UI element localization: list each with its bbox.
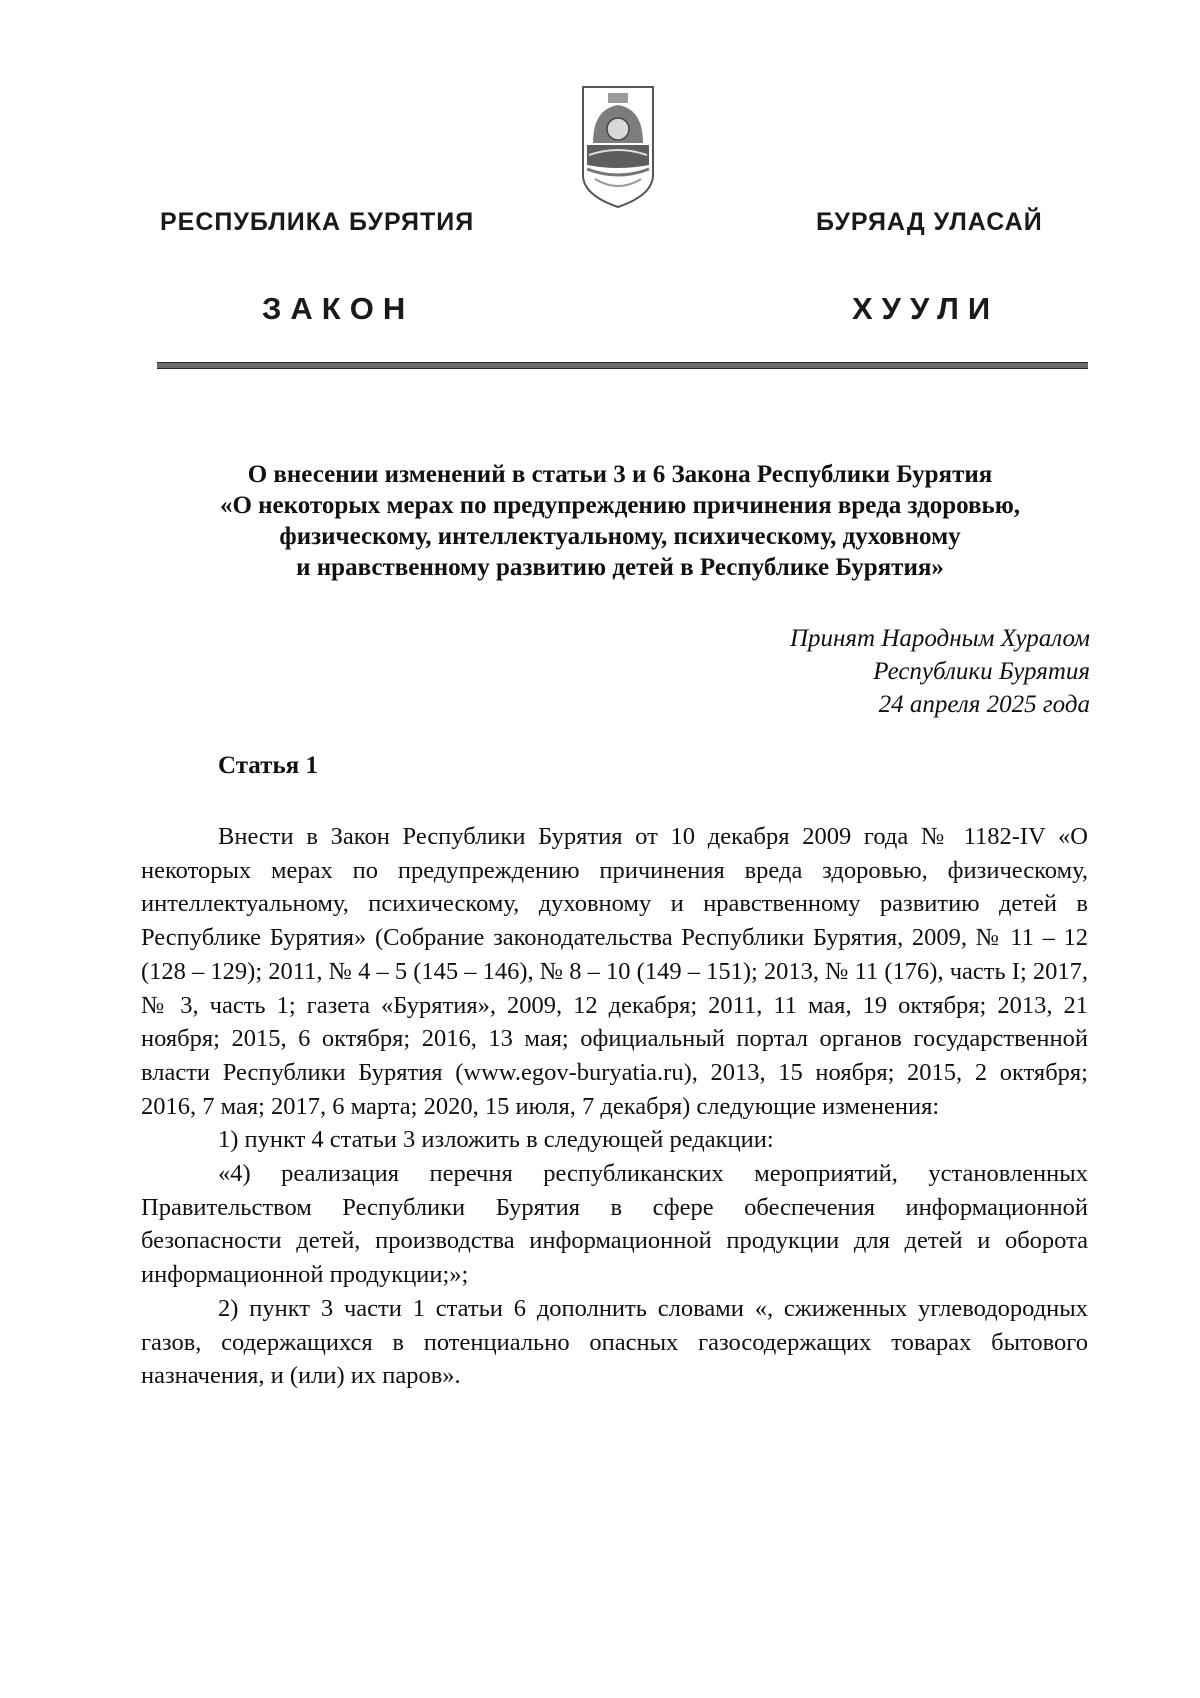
law-title-line: О внесении изменений в статьи 3 и 6 Закона Республики Бурятия (247, 461, 993, 488)
adoption-line: Республики Бурятия (873, 658, 1090, 685)
article-paragraph: 2) пункт 3 части 1 статьи 6 дополнить словами «, сжиженных углеводородных газов, содержащихся в потенциально опасных газосодержащих товарах бытового назначения, и (или) их паров». (141, 1294, 1088, 1390)
article-paragraph: «4) реализация перечня республиканских мероприятий, установленных Правительством Республики Бурятия в сфере обеспечения информационной безопасности детей, производства информационной продукции для детей и оборота информационной продукции;»; (141, 1160, 1088, 1289)
law-title-line: и нравственному развитию детей в Республике Бурятия» (296, 554, 944, 581)
coat-of-arms-icon (579, 83, 657, 211)
article-paragraph: 1) пункт 4 статьи 3 изложить в следующей редакции: (218, 1126, 774, 1154)
law-title (140, 459, 1100, 583)
adoption-date: 24 апреля 2025 года (878, 691, 1090, 718)
law-title-line: «О некоторых мерах по предупреждению причинения вреда здоровью, (219, 492, 1021, 519)
law-label-buryat: ХУУЛИ (852, 291, 1000, 326)
republic-name-russian: РЕСПУБЛИКА БУРЯТИЯ (160, 208, 475, 236)
article-paragraph: Внести в Закон Республики Бурятия от 10 декабря 2009 года № 1182-IV «О некоторых мерах по предупреждению причинения вреда здоровью, физическому, интеллектуальному, психическому, духовному и нравственному развитию детей в Республике Бурятия» (Собрание законодательства Республики Бурятия, 2009, № 11 – 12 (128 – 129); 2011, № 4 – 5 (145 – 146), № 8 – 10 (149 – 151); 2013, № 11 (176), часть I; 2017, № 3, часть 1; газета «Бурятия», 2009, 12 декабря; 2011, 11 мая, 19 октября; 2013, 21 ноября; 2015, 6 октября; 2016, 13 мая; официальный портал органов государственной власти Республики Бурятия (www.egov-buryatia.ru), 2013, 15 ноября; 2015, 2 октября; 2016, 7 мая; 2017, 6 марта; 2020, 15 июля, 7 декабря) следующие изменения: (141, 823, 1088, 1120)
article-heading: Статья 1 (218, 752, 318, 779)
adoption-line: Принят Народным Хуралом (789, 625, 1090, 652)
law-label-russian: ЗАКОН (262, 291, 415, 326)
article-body (141, 820, 1088, 1393)
header-divider (157, 362, 1088, 369)
republic-name-buryat: БУРЯАД УЛАСАЙ (816, 208, 1043, 236)
law-title-line: физическому, интеллектуальному, психическому, духовному (279, 523, 961, 550)
adoption-note (790, 622, 1090, 721)
